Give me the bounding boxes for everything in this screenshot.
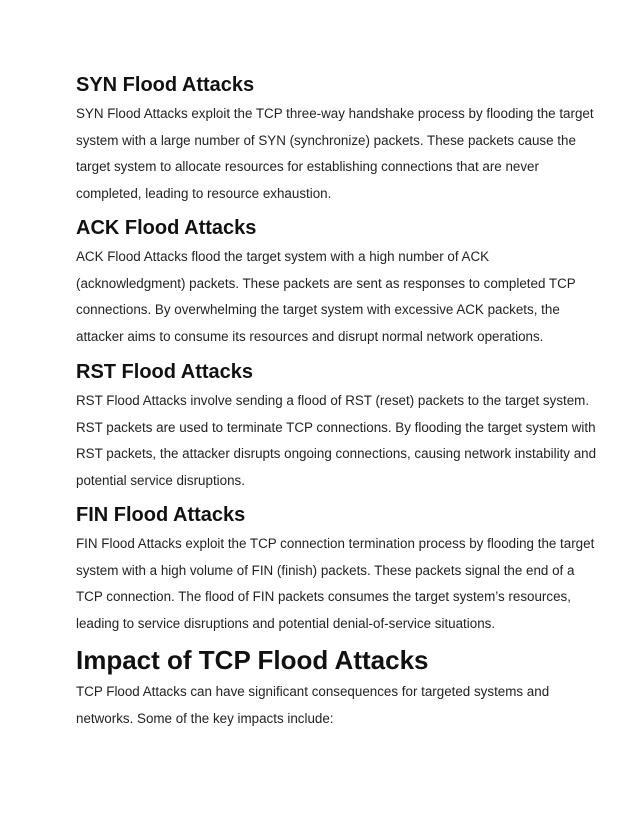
section-syn-flood — [76, 73, 594, 207]
paragraph-line: connections. By overwhelming the target system with excessive ACK packets, the — [76, 302, 560, 318]
section-paragraph — [76, 244, 576, 350]
paragraph-line: RST packets, the attacker disrupts ongoing connections, causing network instability and — [76, 446, 597, 462]
paragraph-line: (acknowledgment) packets. These packets are sent as responses to completed TCP — [76, 275, 576, 291]
section-heading: ACK Flood Attacks — [76, 217, 257, 239]
paragraph-line: completed, leading to resource exhaustion. — [76, 185, 332, 201]
section-heading: FIN Flood Attacks — [76, 504, 246, 526]
paragraph-line: networks. Some of the key impacts include: — [76, 710, 334, 726]
section-heading: RST Flood Attacks — [76, 361, 254, 383]
paragraph-line: RST packets are used to terminate TCP connections. By flooding the target system with — [76, 419, 596, 435]
paragraph-line: SYN Flood Attacks exploit the TCP three-way handshake process by flooding the target — [76, 106, 594, 121]
section-heading: Impact of TCP Flood Attacks — [76, 645, 429, 675]
paragraph-line: TCP connection. The flood of FIN packets consumes the target system’s resources, — [76, 589, 571, 605]
section-paragraph — [76, 531, 595, 637]
section-paragraph — [76, 679, 576, 732]
section-paragraph — [76, 388, 597, 494]
paragraph-line: FIN Flood Attacks exploit the TCP connection termination process by flooding the target — [76, 536, 595, 551]
section-ack-flood — [76, 216, 576, 350]
paragraph-line: system with a high volume of FIN (finish) packets. These packets signal the end of a — [76, 562, 575, 578]
paragraph-line: ACK Flood Attacks flood the target system with a high number of ACK — [76, 249, 490, 264]
paragraph-line: leading to service disruptions and potential denial-of-service situations. — [76, 615, 496, 631]
section-heading: SYN Flood Attacks — [76, 74, 255, 96]
section-impact — [76, 644, 576, 732]
section-fin-flood — [76, 503, 595, 637]
paragraph-line: attacker aims to consume its resources and disrupt normal network operations. — [76, 328, 544, 344]
paragraph-line: target system to allocate resources for establishing connections that are never — [76, 159, 539, 175]
paragraph-line: potential service disruptions. — [76, 472, 245, 488]
section-paragraph — [76, 101, 594, 207]
section-rst-flood — [76, 360, 597, 494]
paragraph-line: system with a large number of SYN (synchronize) packets. These packets cause the — [76, 132, 576, 148]
paragraph-line: RST Flood Attacks involve sending a flood of RST (reset) packets to the target system. — [76, 393, 590, 408]
paragraph-line: TCP Flood Attacks can have significant consequences for targeted systems and — [76, 684, 550, 699]
